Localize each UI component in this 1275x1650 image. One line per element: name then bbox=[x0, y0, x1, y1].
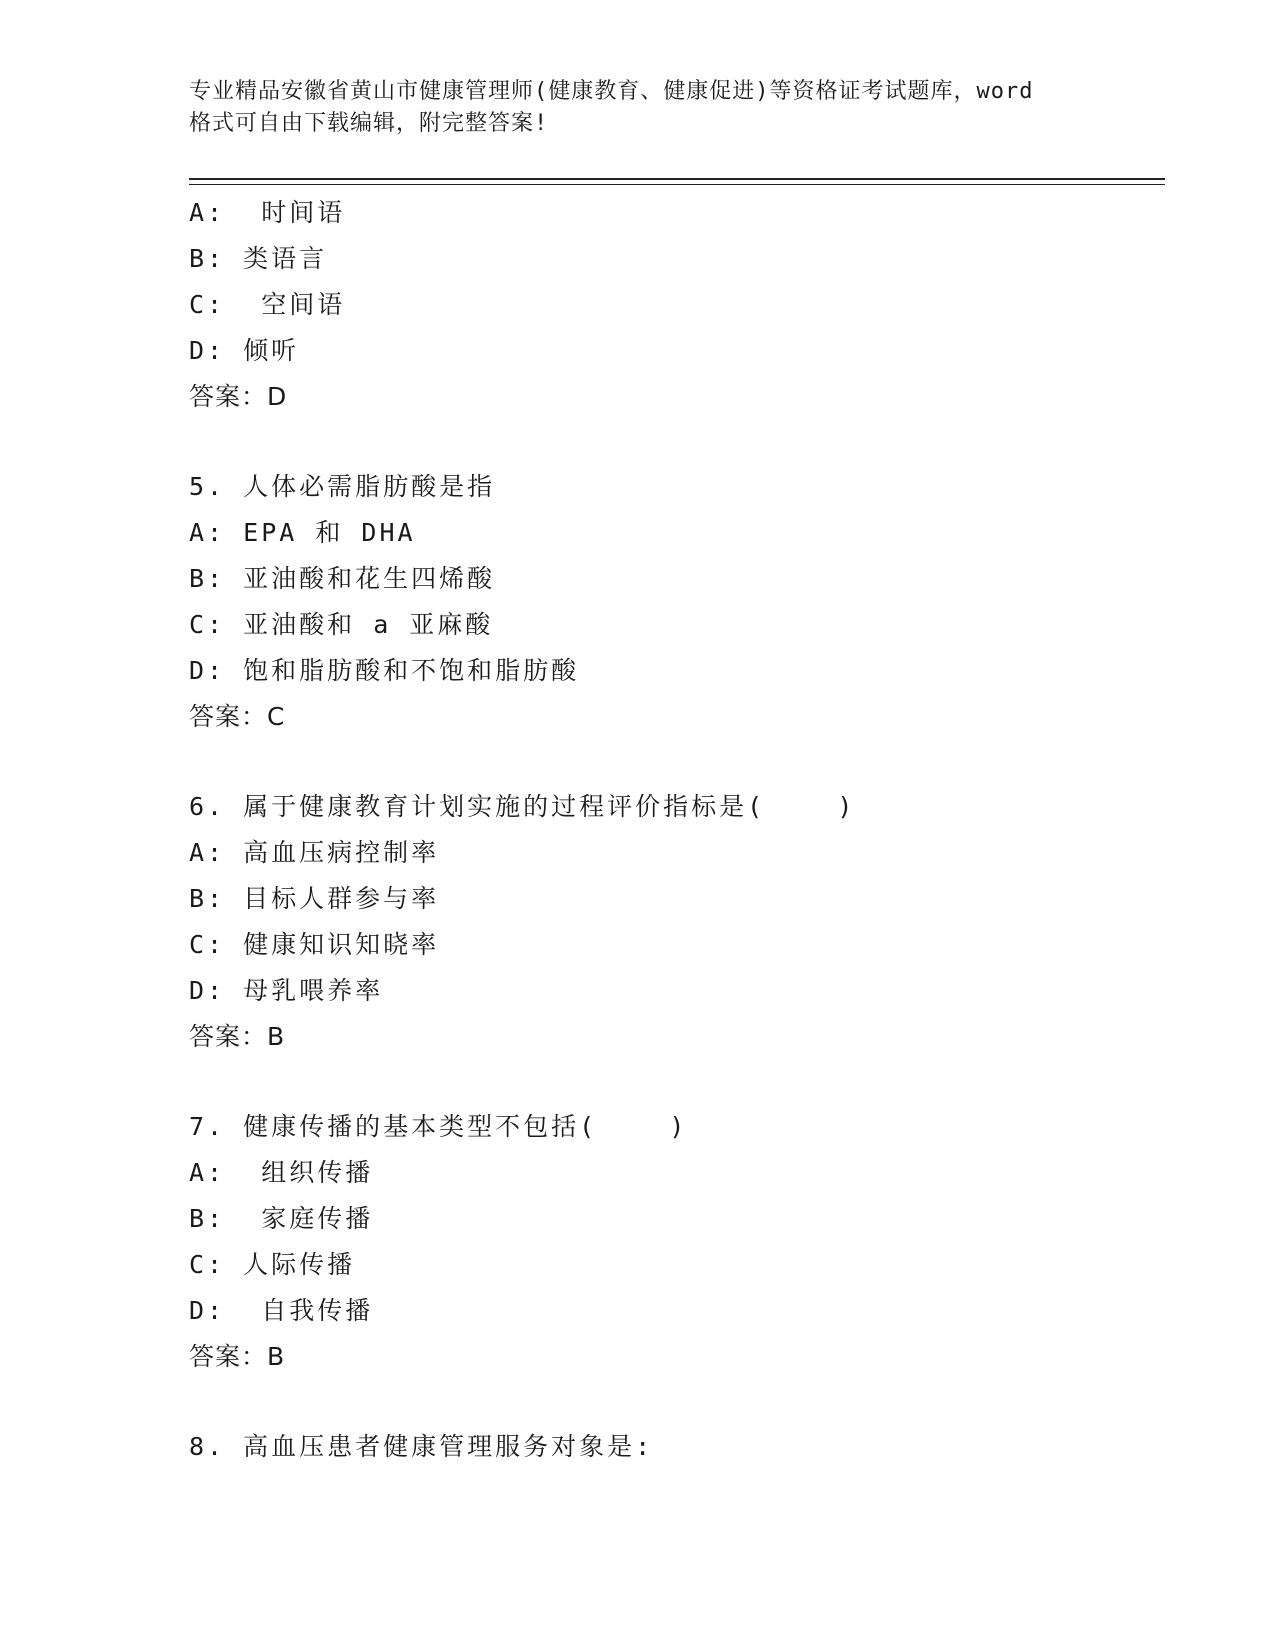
question-5 bbox=[189, 464, 1165, 740]
option-a: A: 组织传播 bbox=[189, 1158, 374, 1187]
option-a: A: 时间语 bbox=[189, 198, 346, 227]
answer: 答案：C bbox=[189, 702, 286, 731]
option-d: D: 倾听 bbox=[189, 336, 300, 365]
option-a: A: 高血压病控制率 bbox=[189, 838, 440, 867]
question-stem: 5. 人体必需脂肪酸是指 bbox=[189, 472, 496, 501]
option-d: D: 自我传播 bbox=[189, 1296, 374, 1325]
option-b: B: 目标人群参与率 bbox=[189, 884, 440, 913]
option-a: A: EPA 和 DHA bbox=[189, 518, 416, 547]
option-b: B: 家庭传播 bbox=[189, 1204, 374, 1233]
question-4 bbox=[189, 190, 1165, 420]
option-c: C: 亚油酸和 a 亚麻酸 bbox=[189, 610, 494, 639]
answer: 答案：D bbox=[189, 382, 288, 411]
question-stem: 6. 属于健康教育计划实施的过程评价指标是( ) bbox=[189, 792, 856, 821]
header-line-1: 专业精品安徽省黄山市健康管理师(健康教育、健康促进)等资格证考试题库，word bbox=[189, 79, 1034, 104]
option-d: D: 饱和脂肪酸和不饱和脂肪酸 bbox=[189, 656, 580, 685]
answer: 答案：B bbox=[189, 1022, 286, 1051]
option-c: C: 空间语 bbox=[189, 290, 346, 319]
answer: 答案：B bbox=[189, 1342, 286, 1371]
question-stem: 7. 健康传播的基本类型不包括( ) bbox=[189, 1112, 688, 1141]
option-b: B: 亚油酸和花生四烯酸 bbox=[189, 564, 496, 593]
option-d: D: 母乳喂养率 bbox=[189, 976, 384, 1005]
question-7 bbox=[189, 1104, 1165, 1380]
option-c: C: 人际传播 bbox=[189, 1250, 356, 1279]
question-8 bbox=[189, 1424, 1165, 1470]
question-6 bbox=[189, 784, 1165, 1060]
option-c: C: 健康知识知晓率 bbox=[189, 930, 440, 959]
header-divider bbox=[189, 178, 1165, 180]
header-divider-thin bbox=[189, 184, 1165, 185]
question-list bbox=[189, 190, 1165, 1470]
header-line-2: 格式可自由下载编辑，附完整答案! bbox=[189, 111, 549, 136]
question-stem: 8. 高血压患者健康管理服务对象是: bbox=[189, 1432, 654, 1461]
document-header bbox=[189, 76, 1109, 140]
option-b: B: 类语言 bbox=[189, 244, 328, 273]
